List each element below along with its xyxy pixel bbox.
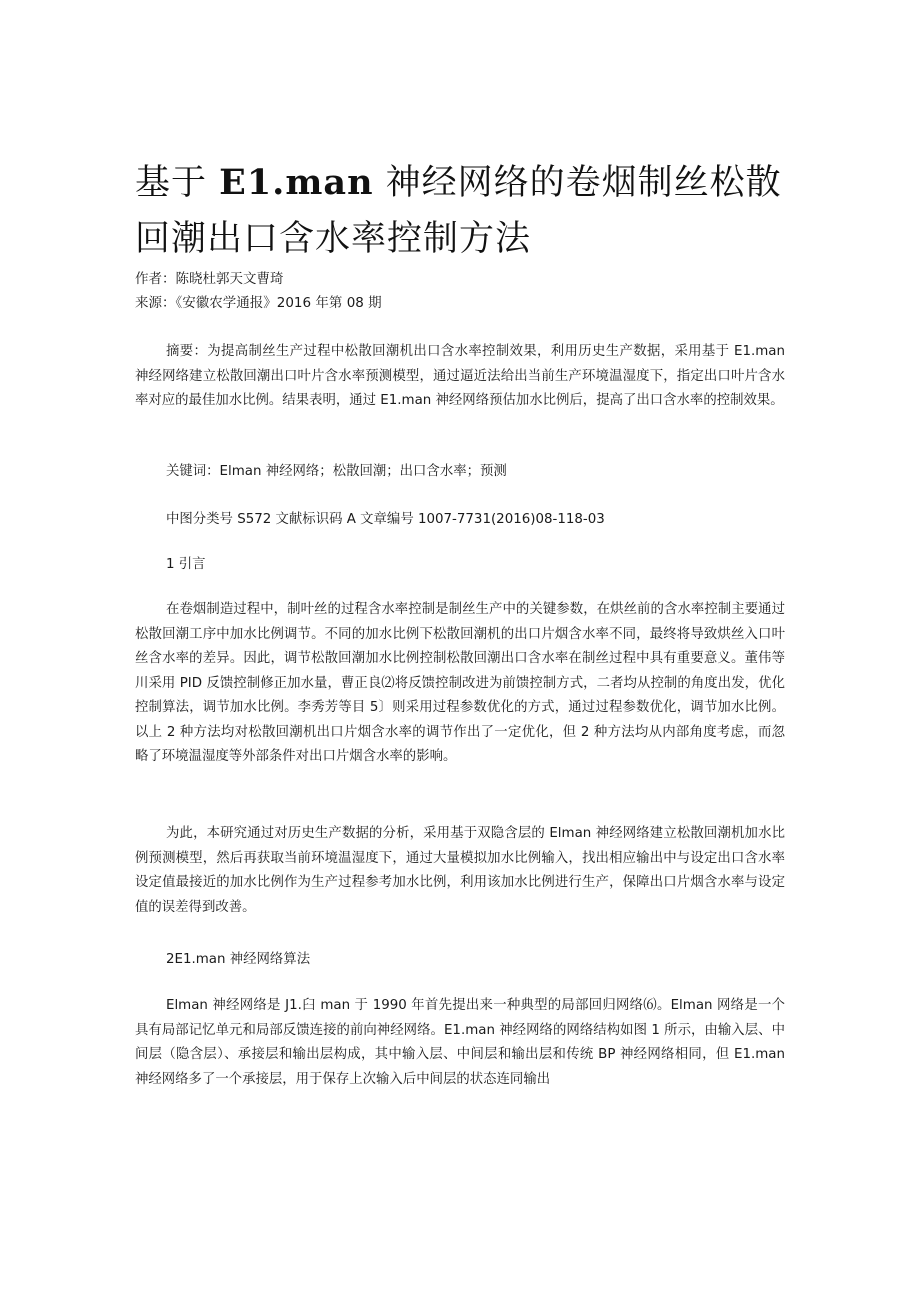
- section-2-heading: 2E1.man 神经网络算法: [166, 952, 311, 967]
- title-latin-term: E1.man: [219, 162, 374, 203]
- author-line: 作者：陈晓杜郭天文曹琦: [135, 271, 284, 287]
- section-1-paragraph-1: 在卷烟制造过程中，制叶丝的过程含水率控制是制丝生产中的关键参数，在烘丝前的含水率控制主要通过松散回潮工序中加水比例调节。不同的加水比例下松散回潮机的出口片烟含水率不同，最终将导致烘丝入口叶丝含水率的差异。因此，调节松散回潮加水比例控制松散回潮出口含水率在制丝过程中具有重要意义。董伟等川采用 PID 反馈控制修正加水量，曹正良⑵将反馈控制改进为前馈控制方式，二者均从控制的角度出发，优化控制算法，调节加水比例。李秀芳等目 5〕则采用过程参数优化的方式，通过过程参数优化，调节加水比例。以上 2 种方法均对松散回潮机出口片烟含水率的调节作出了一定优化，但 2 种方法均从内部角度考虑，而忽略了环境温湿度等外部条件对出口片烟含水率的影响。: [135, 602, 785, 764]
- section-1-paragraph-2: 为此，本研究通过对历史生产数据的分析，采用基于双隐含层的 Elman 神经网络建立松散回潮机加水比例预测模型，然后再获取当前环境温湿度下，通过大量模拟加水比例输入，找出相应输出中与设定出口含水率设定值最接近的加水比例作为生产过程参考加水比例，利用该加水比例进行生产，保障出口片烟含水率与设定值的误差得到改善。: [135, 826, 785, 915]
- title-part-2: 神经网络的卷烟制丝松散回潮出口含水率控制方法: [135, 163, 782, 259]
- title-part-1: 基于: [135, 163, 220, 203]
- classification-line: 中图分类号 S572 文献标识码 A 文章编号 1007-7731(2016)08-118-03: [166, 512, 605, 527]
- page-title: [135, 155, 815, 267]
- source-line: 来源：《安徽农学通报》2016 年第 08 期: [135, 295, 382, 311]
- section-2-paragraph-1: Elman 神经网络是 J1.臼 man 于 1990 年首先提出来一种典型的局部回归网络⑹。Elman 网络是一个具有局部记忆单元和局部反馈连接的前向神经网络。E1.man 神经网络的网络结构如图 1 所示，由输入层、中间层（隐含层）、承接层和输出层构成，其中输入层、中间层和输出层和传统 BP 神经网络相同，但 E1.man 神经网络多了一个承接层，用于保存上次输入后中间层的状态连同输出: [135, 998, 785, 1087]
- section-1-heading: 1 引言: [166, 557, 206, 572]
- abstract-paragraph: 摘要：为提高制丝生产过程中松散回潮机出口含水率控制效果，利用历史生产数据，采用基于 E1.man 神经网络建立松散回潮出口叶片含水率预测模型，通过逼近法给出当前生产环境温湿度下，指定出口叶片含水率对应的最佳加水比例。结果表明，通过 E1.man 神经网络预估加水比例后，提高了出口含水率的控制效果。: [135, 344, 785, 408]
- keywords-line: 关键词：Elman 神经网络；松散回潮；出口含水率；预测: [166, 464, 507, 479]
